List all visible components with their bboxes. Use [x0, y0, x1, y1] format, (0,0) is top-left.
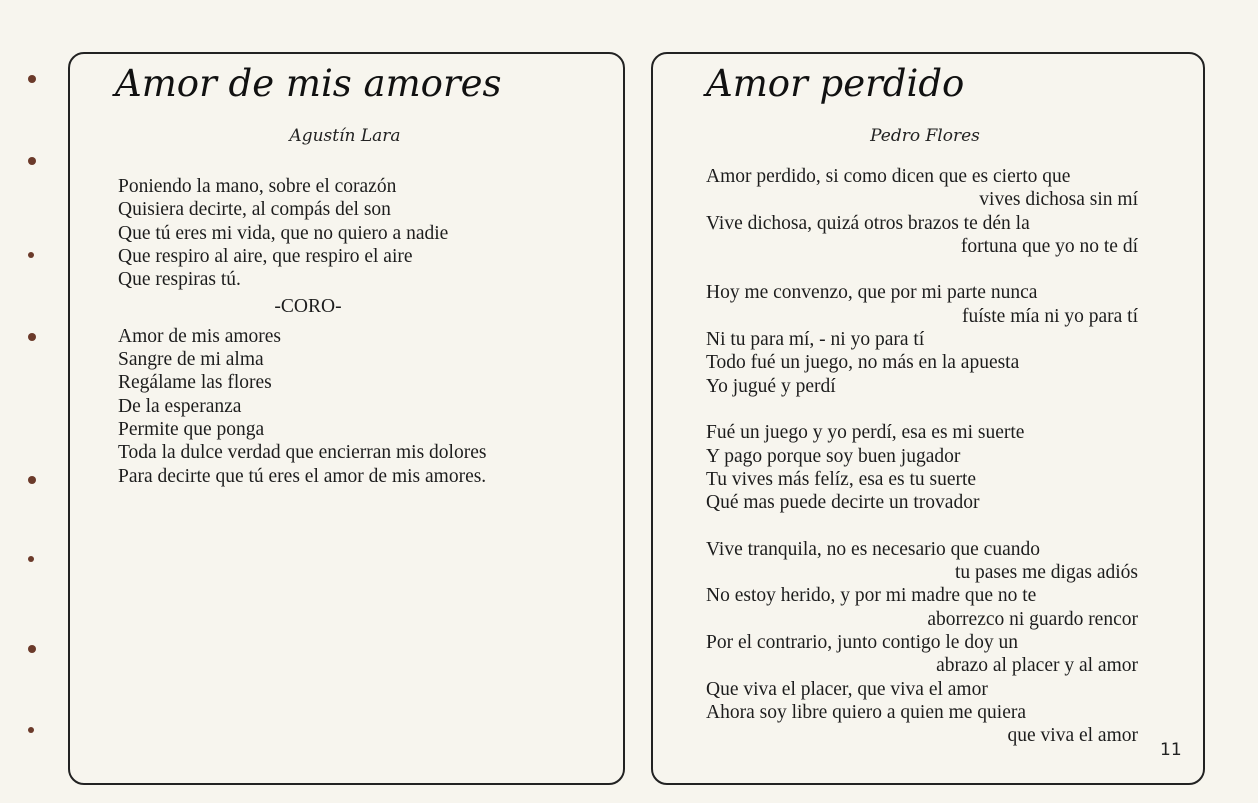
lyric-line: Todo fué un juego, no más en la apuesta: [706, 352, 1020, 374]
right-song-lyrics: [706, 165, 1138, 747]
stanza-gap: [706, 258, 1138, 281]
lyric-line: Sangre de mi alma: [118, 349, 264, 371]
left-song-lyrics: [118, 175, 568, 488]
lyric-line: Que viva el placer, que viva el amor: [706, 678, 988, 700]
lyric-line: Permite que ponga: [118, 418, 265, 440]
lyric-line-continuation: que viva el amor: [1007, 725, 1138, 747]
lyric-line: Regálame las flores: [118, 372, 272, 394]
lyric-line-continuation: aborrezco ni guardo rencor: [927, 608, 1138, 630]
lyric-line-continuation: abrazo al placer y al amor: [936, 655, 1138, 677]
left-song-title: Amor de mis amores: [115, 62, 502, 105]
binder-hole: [28, 556, 34, 562]
lyric-line: Para decirte que tú eres el amor de mis amores.: [118, 465, 487, 487]
lyric-line: Que respiro al aire, que respiro el aire: [118, 245, 413, 267]
lyric-line: Toda la dulce verdad que encierran mis dolores: [118, 442, 487, 464]
binder-hole: [28, 727, 34, 733]
lyric-line-continuation: fortuna que yo no te dí: [960, 235, 1138, 257]
lyric-line: Fué un juego y yo perdí, esa es mi suerte: [706, 422, 1025, 444]
lyric-line-continuation: tu pases me digas adiós: [954, 562, 1138, 584]
lyric-line-continuation: fuíste mía ni yo para tí: [962, 305, 1138, 327]
lyric-line: Qué mas puede decirte un trovador: [706, 492, 980, 514]
lyric-line-continuation: vives dichosa sin mí: [979, 189, 1138, 211]
lyric-line: Que respiras tú.: [118, 269, 241, 291]
binder-hole: [28, 333, 36, 341]
stanza-gap: [706, 398, 1138, 421]
lyric-line: Ahora soy libre quiero a quien me quiera: [706, 701, 1027, 723]
lyric-line: Yo jugué y perdí: [706, 375, 836, 397]
right-song-author: Pedro Flores: [870, 126, 980, 146]
lyric-line: Que tú eres mi vida, que no quiero a nadie: [118, 222, 449, 244]
left-song-author: Agustín Lara: [289, 126, 401, 146]
lyric-line: Ni tu para mí, - ni yo para tí: [706, 329, 925, 351]
lyric-line: Vive dichosa, quizá otros brazos te dén la: [706, 212, 1030, 234]
lyric-line: No estoy herido, y por mi madre que no te: [706, 585, 1037, 607]
right-song-title: Amor perdido: [706, 62, 965, 105]
lyric-line: Amor perdido, si como dicen que es cierto que: [706, 166, 1071, 187]
lyric-line: Amor de mis amores: [118, 325, 282, 347]
binder-hole: [28, 645, 36, 653]
binder-hole: [28, 476, 36, 484]
lyric-line: De la esperanza: [118, 395, 242, 417]
stanza-gap: [706, 514, 1138, 537]
chorus-label: -CORO-: [274, 296, 342, 318]
lyric-line: Por el contrario, junto contigo le doy un: [706, 631, 1018, 653]
lyric-line: Vive tranquila, no es necesario que cuando: [706, 538, 1040, 560]
binder-hole: [28, 252, 34, 258]
lyric-line: Quisiera decirte, al compás del son: [118, 199, 391, 221]
lyric-line: Poniendo la mano, sobre el corazón: [118, 176, 397, 197]
binder-hole: [28, 157, 36, 165]
lyric-line: Y pago porque soy buen jugador: [706, 445, 961, 467]
binder-hole: [28, 75, 36, 83]
lyric-line: Hoy me convenzo, que por mi parte nunca: [706, 282, 1038, 304]
page-number: 11: [1160, 740, 1182, 760]
lyric-line: Tu vives más felíz, esa es tu suerte: [706, 468, 977, 490]
